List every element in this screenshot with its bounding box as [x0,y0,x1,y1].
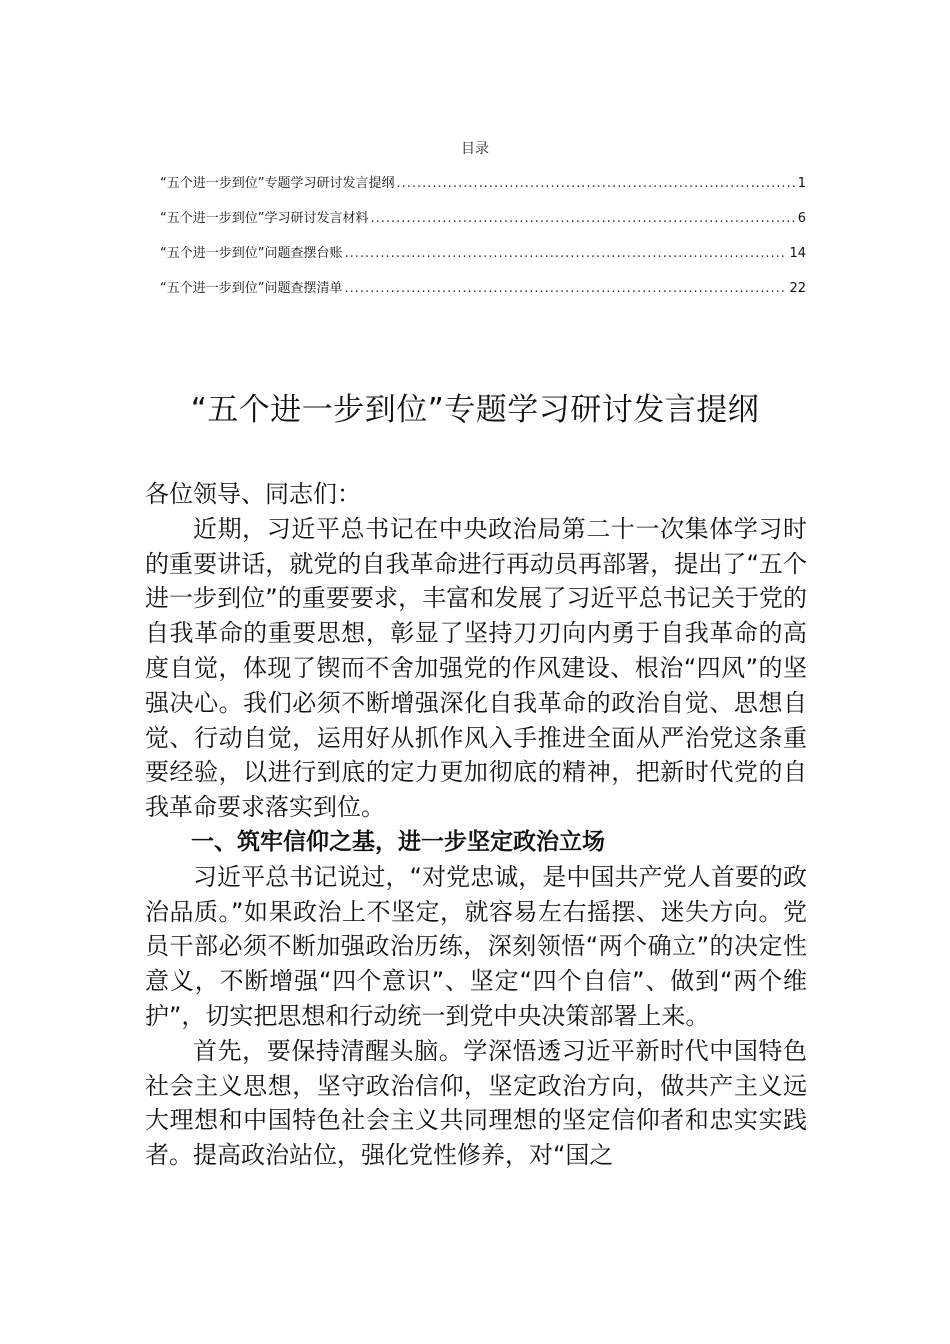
document-body [145,477,807,1173]
toc-entry-text: “五个进一步到位”问题查摆清单 [160,281,343,296]
toc-entry-page: 22 [789,281,806,296]
toc-leader-dots [370,211,795,226]
toc-entry[interactable] [160,242,806,277]
toc-leader-dots [344,246,787,261]
toc-entry-page: 6 [797,211,806,226]
body-paragraph: 习近平总书记说过，“对党忠诚，是中国共产党人首要的政治品质。”如果政治上不坚定，就容易左右摇摆、迷失方向。党员干部必须不断加强政治历练，深刻领悟“两个确立”的决定性意义，不断增强“四个意识”、坚定“四个自信”、做到“两个维护”，切实把思想和行动统一到党中央决策部署上来。 [145,862,807,1030]
toc-entry-page: 1 [797,176,806,191]
toc-leader-dots [344,281,787,296]
toc-leader-dots [396,176,795,191]
toc-title: 目录 [461,141,489,157]
table-of-contents [160,172,806,312]
document-title: “五个进一步到位”专题学习研讨发言提纲 [190,392,760,428]
toc-entry-page: 14 [789,246,806,261]
body-paragraph: 首先，要保持清醒头脑。学深悟透习近平新时代中国特色社会主义思想，坚守政治信仰，坚定政治方向，做共产主义远大理想和中国特色社会主义共同理想的坚定信仰者和忠实实践者。提高政治站位，强化党性修养，对“国之 [145,1036,807,1170]
toc-entry-text: “五个进一步到位”学习研讨发言材料 [160,211,369,226]
body-paragraph: 近期，习近平总书记在中央政治局第二十一次集体学习时的重要讲话，就党的自我革命进行再动员再部署，提出了“五个进一步到位”的重要要求，丰富和发展了习近平总书记关于党的自我革命的重要思想，彰显了坚持刀刃向内勇于自我革命的高度自觉，体现了锲而不舍加强党的作风建设、根治“四风”的坚强决心。我们必须不断增强深化自我革命的政治自觉、思想自觉、行动自觉，运用好从抓作风入手推进全面从严治党这条重要经验，以进行到底的定力更加彻底的精神，把新时代党的自我革命要求落实到位。 [145,514,807,822]
toc-entry[interactable] [160,207,806,242]
toc-entry-text: “五个进一步到位”专题学习研讨发言提纲 [160,176,395,191]
toc-entry-text: “五个进一步到位”问题查摆台账 [160,246,343,261]
section-heading: 一、筑牢信仰之基，进一步坚定政治立场 [191,828,605,855]
salutation: 各位领导、同志们： [145,480,361,508]
toc-entry[interactable] [160,277,806,312]
toc-entry[interactable] [160,172,806,207]
